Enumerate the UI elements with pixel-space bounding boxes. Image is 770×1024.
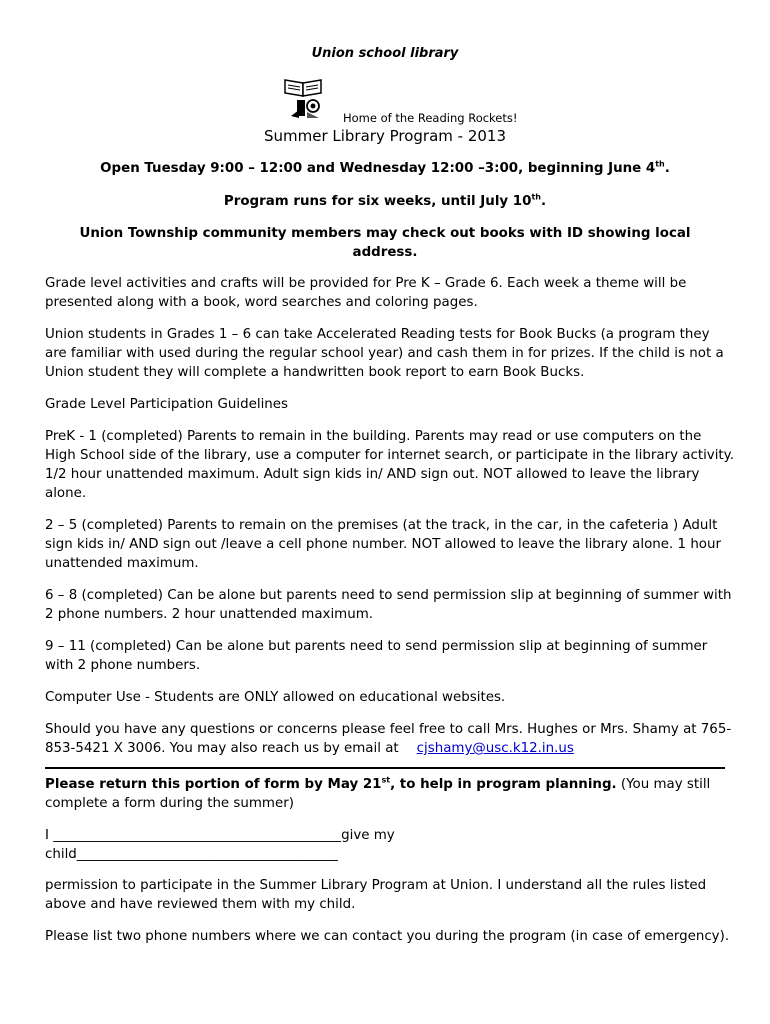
computer-use-rule: Computer Use - Students are ONLY allowed on educational websites. [45,690,506,705]
library-tagline: Home of the Reading Rockets! [343,111,518,125]
guideline-grades-6-8: 6 – 8 (completed) Can be alone but parents need to send permission slip at beginning of summer with 2 phone numbers. 2 hour unattended maximum. [45,588,732,622]
guidelines-heading: Grade Level Participation Guidelines [45,397,288,412]
guideline-grades-9-11: 9 – 11 (completed) Can be alone but parents need to send permission slip at beginning of summer with 2 phone numbers. [45,639,708,673]
permission-statement: permission to participate in the Summer Library Program at Union. I understand all the rules listed above and have reviewed them with my child. [45,878,707,912]
form-divider [45,767,725,769]
child-name-line[interactable]: child_______________________________________ [45,847,338,862]
guardian-name-line[interactable]: I ___________________________________________give my [45,828,395,843]
program-duration-announcement: Program runs for six weeks, until July 10th. [223,192,547,209]
accelerated-reading-paragraph: Union students in Grades 1 – 6 can take Accelerated Reading tests for Book Bucks (a program they are familiar with used during the regular school year) and cash them in for prizes. If the child is not a Union student they will complete a handwritten book report to earn Book Bucks. [45,327,724,380]
guideline-prek-1: PreK - 1 (completed) Parents to remain in the building. Parents may read or use computers on the High School side of the library, use a computer for internet search, or participate in the library activity. 1/2 hour unattended maximum. Adult sign kids in/ AND sign out. NOT allowed to leave the library alone. [45,429,734,501]
hours-announcement: Open Tuesday 9:00 – 12:00 and Wednesday 12:00 –3:00, beginning June 4th. [100,159,670,176]
phone-numbers-request: Please list two phone numbers where we can contact you during the program (in case of emergency). [45,929,730,944]
guideline-grades-2-5: 2 – 5 (completed) Parents to remain on the premises (at the track, in the car, in the cafeteria ) Adult sign kids in/ AND sign out /leave a cell phone number. NOT allowed to leave the library alone. 1 hour unattended maximum. [45,518,721,571]
township-announcement: Union Township community members may check out books with ID showing local address. [79,226,691,260]
reading-rocket-logo-icon [281,76,327,122]
contact-paragraph: Should you have any questions or concerns please feel free to call Mrs. Hughes or Mrs. Shamy at 765-853-5421 X 3006. You may also reach us by email at cjshamy@usc.k12.in.us [45,722,732,756]
program-title: Summer Library Program - 2013 [263,127,507,145]
page-title: Union school library [311,46,459,61]
return-form-instructions: Please return this portion of form by May 21st, to help in program planning. (You may still complete a form during the summer) [45,775,711,811]
contact-email-link[interactable]: cjshamy@usc.k12.in.us [416,741,574,756]
activities-paragraph: Grade level activities and crafts will be provided for Pre K – Grade 6. Each week a theme will be presented along with a book, word searches and coloring pages. [45,276,687,310]
